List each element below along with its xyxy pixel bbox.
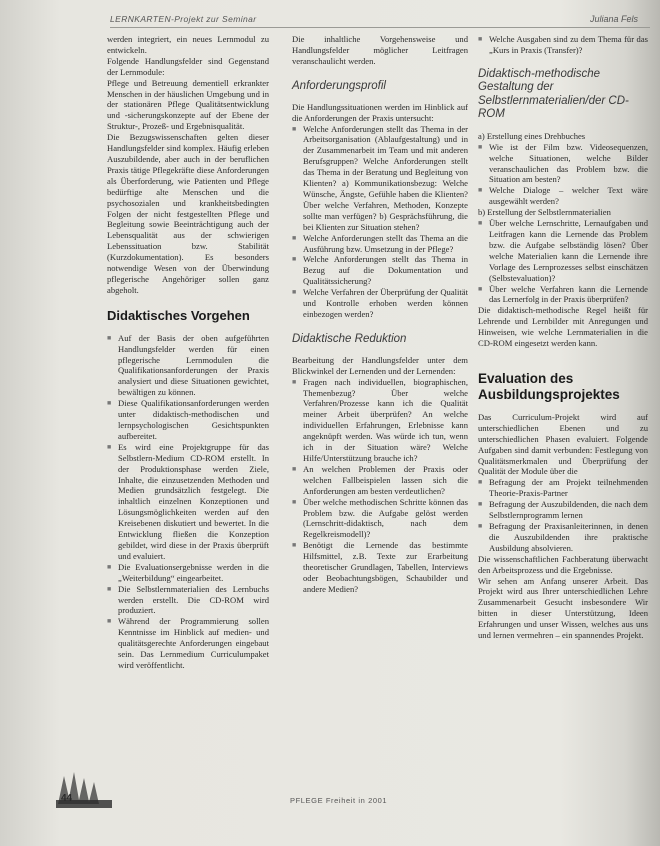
bullet-item: ■ Benötigt die Lernende das bestimmte Hilfsmittel, z.B. Texte zur Erarbeitung theoretischer Grundlagen, Tabellen, Interviews oder Beobachtungsbögen, Schaubilder und andere Medien? — [292, 540, 468, 595]
section-heading-didaktisches-vorgehen: Didaktisches Vorgehen — [107, 307, 250, 323]
list-label-b: b) Erstellung der Selbstlernmaterialien — [478, 207, 611, 218]
bullet-item: ■ Über welche Verfahren kann die Lernende das Lernerfolg in der Praxis überprüfen? — [478, 284, 648, 306]
profile-intro: Die Handlungssituationen werden im Hinblick auf die Anforderungen der Praxis untersucht: — [292, 101, 468, 123]
bullet-item: ■ Über welche Lernschritte, Lernaufgaben und Leitfragen kann die Lernende das Problem bzw. die Aufgabe selbständig lösen? Über welche Materialien kann die Lernende ihre Vorlage des Lernprozesses selbst einschätzen (Selbstevaluation)? — [478, 218, 648, 283]
running-header-author: Juliana Fels — [590, 14, 639, 24]
intro-paragraph: Die inhaltliche Vorgehensweise und Handlungsfelder möglicher Leitfragen veranschaulicht werden. — [292, 34, 468, 66]
reduction-intro: Bearbeitung der Handlungsfelder unter dem Blickwinkel der Lernenden und der Lernenden: — [292, 354, 468, 376]
paragraph: Das Curriculum-Projekt wird auf unterschiedlichen Ebenen und zu unterschiedlichen Phasen evaluiert. Folgende Aufgaben sind damit verbunden: Festlegung von Qualitätsmerkmalen und Überprüfung der Qualität der Module über die — [478, 411, 648, 477]
paragraph: Wir sehen am Anfang unserer Arbeit. Das Projekt wird aus Ihrer unterschiedlichen Lehre Zusammenarbeit Gesucht insbesondere Wir bitten in dieser Unterstützung, Ideen Erfahrungen und unser Wissen, welches aus uns und lernen vermehren – ein spannendes Projekt. — [478, 575, 648, 641]
page-number: 44 — [61, 793, 73, 804]
running-header-left: LERNKARTEN-Projekt zur Seminar — [110, 14, 257, 24]
bullet-item: ■ Befragung der am Projekt teilnehmenden Theorie-Praxis-Partner — [478, 477, 648, 499]
bullet-item: ■ Über welche methodischen Schritte können das Problem bzw. die Aufgabe gelöst werden (Lernschritt-didaktisch, nach dem Regelkreismodell)? — [292, 497, 468, 541]
intro-paragraph: Pflege und Betreuung dementiell erkrankter Menschen in der häuslichen Umgebung und in der stationären Pflege Qualitätsentwicklung und -sicherungskonzepte auf der Ebene der Struktur-, Prozeß- und Ergebnisqualität. — [107, 77, 269, 132]
paragraph: Die didaktisch-methodische Regel heißt für Lehrende und Lernbilder mit Anregungen und Hinweisen, wie welche Lernmaterialien in die CD-ROM eingesetzt werden kann. — [478, 305, 648, 349]
section-heading-didaktische-reduktion: Didaktische Reduktion — [292, 332, 407, 345]
bullet-item: ■ Welche Ausgaben sind zu dem Thema für das „Kurs in Praxis (Transfer)? — [478, 34, 648, 56]
intro-paragraph: Die Bezugswissenschaften gelten dieser Handlungsfelder sind komplex. Häufig erleben Auszubildende, aber auch in der beruflichen Praxis tätige Pflegekräfte diese Anforderungen als Überforderung, wie Patienten und Pflege bedürftige alte Menschen und die psychosozialen und krankheitsbedingten Folgen der nicht festgestellten Pflege und Begleitung sowie Beeinträchtigung auch der Lebensqualität aus der schwierigen Lebenssituation bzw. Stabilität (Kurzdokumentation). Es besonders notwendige Wesen von der Überwindung pflegerische Angehöriger sollen ganz abgeholt. — [107, 132, 269, 295]
bullet-item: ■ Auf der Basis der oben aufgeführten Handlungsfelder werden für einen pflegerische Lernmodulen die Qualifikationsanforderungen der Praxis analysiert und diese Situationen gewichtet, bewältigen zu können. — [107, 333, 269, 398]
bullet-item: ■ Wie ist der Film bzw. Videosequenzen, welche Situationen, welche Bilder veranschaulichen das Problem bzw. die Situation am besten? — [478, 142, 648, 186]
intro-paragraph: werden integriert, ein neues Lernmodul zu entwickeln. — [107, 34, 269, 55]
bullet-item: ■ An welchen Problemen der Praxis oder welchen Fallbeispielen lassen sich die Anforderungen am besten verdeutlichen? — [292, 464, 468, 497]
section-heading-gestaltung: Didaktisch-methodische Gestaltung der Selbstlernmaterialien/der CD-ROM — [478, 67, 629, 121]
paragraph: Die wissenschaftlichen Fachberatung überwacht den Arbeitsprozess und die Ergebnisse. — [478, 553, 648, 575]
column-right — [478, 34, 648, 641]
section-heading-anforderungsprofil: Anforderungsprofil — [292, 79, 386, 92]
column-middle — [292, 34, 468, 595]
bullet-item: ■ Die Evaluationsergebnisse werden in die „Weiterbildung“ eingearbeitet. — [107, 562, 269, 584]
section-heading-evaluation: Evaluation des Ausbildungsprojektes — [478, 370, 620, 402]
bullet-item: ■ Welche Anforderungen stellt das Thema in der Arbeitsorganisation (Ablaufgestaltung) und in der Zusammenarbeit im Team und mit anderen Berufsgruppen? Welche Anforderungen stellt das Thema in der Beratung und Begleitung von Klienten? a) Kommunikationsbezug: Welche Wünsche, Ängste, Gefühle haben die Klienten? Über welche Verfahren, Methoden, Konzepte sollte man verfügen? b) Gesprächsführung, die bei Klienten zur Situation stehen? — [292, 124, 468, 233]
bullet-item: ■ Fragen nach individuellen, biographischen, Themenbezug? Über welche Verfahren/Prozesse kann ich die Qualität meiner Arbeit überprüfen? An welche individuellen Erfahrungen, Erlebnisse kann angeknüpft werden. Was würde ich tun, wenn ich in der Situation wäre? Welche Hilfe/Unterstützung brauche ich? — [292, 377, 468, 464]
bullet-item: ■ Welche Anforderungen stellt das Thema in Bezug auf die Dokumentation und Qualitätssicherung? — [292, 254, 468, 287]
bullet-item: ■ Die Selbstlernmaterialien des Lernbuchs werden erstellt. Die CD-ROM wird produziert. — [107, 584, 269, 617]
bullet-item: ■ Befragung der Auszubildenden, die nach dem Selbstlernprogramm lernen — [478, 499, 648, 521]
column-left — [107, 34, 269, 671]
header-rule — [110, 27, 650, 28]
journal-footer: PFLEGE Freiheit in 2001 — [290, 796, 388, 805]
bullet-item: ■ Während der Programmierung sollen Kenntnisse im Hinblick auf medien- und qualitätsgerechte Anforderungen eingebaut sein. Das Lernmedium Curriculumpaket wird veröffentlicht. — [107, 616, 269, 671]
list-label-a: a) Erstellung eines Drehbuches — [478, 130, 586, 141]
bullet-item: ■ Welche Anforderungen stellt das Thema an die Ausführung bzw. Umsetzung in der Pflege? — [292, 233, 468, 255]
bullet-item: ■ Welche Dialoge – welcher Text wäre ausgewählt werden? — [478, 185, 648, 207]
bullet-item: ■ Welche Verfahren der Überprüfung der Qualität und Kontrolle erhoben werden können einbezogen werden? — [292, 287, 468, 320]
bullet-item: ■ Diese Qualifikationsanforderungen werden unter didaktisch-methodischen und lernpsychologischen Gesichtspunkten aufbereitet. — [107, 398, 269, 442]
bullet-item: ■ Es wird eine Projektgruppe für das Selbstlern-Medium CD-ROM erstellt. In der Produktionsphase werden Ziele, Inhalte, die einzusetzenden Methoden und Medien grundsätzlich festgelegt. Die inhaltlich einzelnen Konzeptionen und Lösungsmöglichkeiten werden auf den Kreisebenen diskutiert und bewertet. In die Entwicklung fließen die Konzeption gebildet, wird diese in der Praxis überprüft und evaluiert. — [107, 442, 269, 562]
bullet-item: ■ Befragung der Praxisanleiterinnen, in denen die Auszubildenden ihre praktische Ausbildung absolvieren. — [478, 521, 648, 554]
intro-paragraph: Folgende Handlungsfelder sind Gegenstand der Lernmodule: — [107, 55, 269, 77]
